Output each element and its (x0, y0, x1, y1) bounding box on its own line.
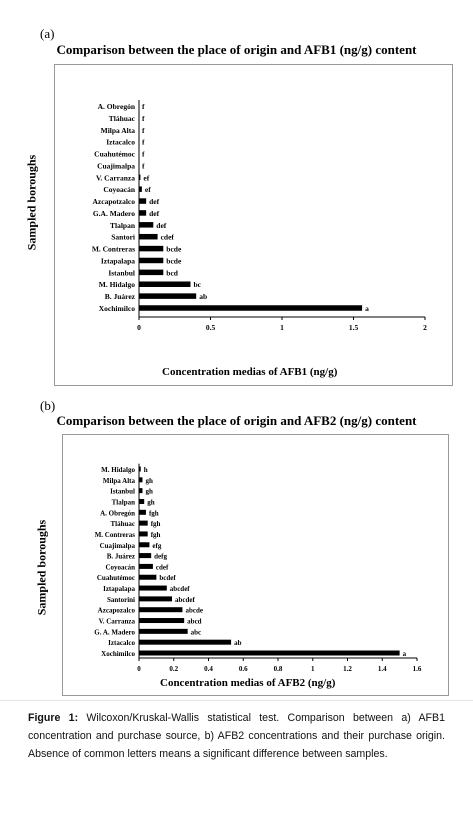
significance-letter: gh (145, 476, 153, 485)
x-tick-label: 1.2 (343, 665, 352, 673)
bar (139, 607, 182, 612)
category-label: M. Hidalgo (101, 466, 135, 474)
chart-a-frame (54, 64, 453, 386)
category-label: Cuahutémoc (94, 149, 135, 159)
chart-a-xlabel: Concentration medias of AFB1 (ng/g) (162, 366, 338, 378)
chart-b-title: Comparison between the place of origin and AFB2 (ng/g) content (56, 413, 417, 428)
significance-letter: def (156, 220, 167, 230)
bar (139, 542, 149, 547)
significance-letter: abcde (185, 606, 203, 615)
chart-a-svg (55, 65, 452, 385)
category-label: M. Hidalgo (98, 280, 135, 290)
category-label: Tláhuac (110, 520, 135, 529)
caption-text: Wilcoxon/Kruskal-Wallis statistical test. Comparison between a) AFB1 concentration and purchase source, b) AFB2 concentrations and their purchase origin. Absence of common letters means a significant difference between samples. (28, 712, 445, 760)
bar (139, 305, 362, 311)
x-tick-label: 2 (423, 323, 427, 332)
chart-a-title: Comparison between the place of origin and AFB1 (ng/g) content (56, 42, 417, 57)
x-tick-label: 1.6 (412, 665, 422, 673)
significance-letter: fgh (150, 530, 161, 539)
significance-letter: a (402, 650, 407, 658)
significance-letter: f (142, 113, 145, 123)
significance-letter: efg (152, 541, 162, 550)
category-label: A. Obregón (100, 509, 135, 518)
significance-letter: cdef (155, 563, 169, 572)
bar (139, 531, 148, 536)
bar (139, 222, 153, 228)
category-label: V. Carranza (98, 617, 135, 626)
x-tick-label: 0.8 (273, 665, 283, 673)
significance-letter: fgh (148, 509, 159, 518)
x-tick-label: 0.4 (204, 665, 213, 673)
x-tick-label: 1 (311, 665, 315, 673)
category-label: M. Contreras (94, 530, 135, 539)
bar (139, 186, 142, 192)
category-label: B. Juárez (104, 292, 135, 302)
category-label: Santori (111, 232, 135, 242)
bar (139, 618, 184, 623)
category-label: Azcapotzalco (92, 197, 135, 207)
significance-letter: f (142, 125, 145, 135)
category-label: Coyoacán (105, 563, 135, 572)
category-label: M. Contreras (91, 244, 135, 254)
chart-b-ylabel: Sampled boroughs (34, 519, 49, 616)
category-label: Cuahutémoc (96, 574, 135, 583)
bar (139, 467, 141, 472)
significance-letter: abcd (187, 617, 202, 626)
category-label: Milpa Alta (100, 125, 135, 135)
panel-a-label: (a) (40, 26, 55, 41)
significance-letter: ab (234, 639, 242, 648)
bar (139, 510, 146, 515)
chart-b-svg (63, 435, 448, 695)
bar (139, 499, 144, 504)
panel-b-label: (b) (40, 398, 56, 413)
x-tick-label: 1.5 (348, 323, 359, 332)
bar (139, 198, 146, 204)
bar (139, 293, 196, 299)
bar (139, 210, 146, 216)
bar (139, 586, 167, 591)
category-label: A. Obregón (97, 102, 135, 111)
bar (139, 651, 400, 656)
category-label: Tlalpan (111, 498, 135, 507)
significance-letter: abc (190, 628, 202, 637)
category-label: G. A. Madero (94, 628, 135, 637)
significance-letter: f (142, 102, 145, 111)
significance-letter: bcd (166, 268, 178, 278)
significance-letter: gh (145, 487, 153, 496)
bar (139, 629, 188, 634)
significance-letter: bcdef (159, 574, 176, 583)
x-tick-label: 0 (137, 323, 141, 332)
bar (139, 234, 158, 240)
bar (139, 575, 156, 580)
category-label: Iztapalapa (100, 256, 135, 266)
caption-label: Figure 1: (28, 712, 79, 724)
significance-letter: bc (193, 280, 201, 290)
category-label: Milpa Alta (102, 476, 135, 485)
significance-letter: ef (143, 173, 150, 183)
figure-caption (0, 700, 473, 827)
x-tick-label: 0.5 (205, 323, 216, 332)
category-label: Xochimilco (98, 304, 135, 313)
significance-letter: gh (147, 498, 155, 507)
category-label: Santorini (106, 595, 135, 604)
x-tick-label: 0.6 (238, 665, 248, 673)
significance-letter: a (365, 304, 369, 313)
bar (139, 258, 163, 264)
category-label: Cuajimalpa (99, 541, 135, 550)
chart-b-frame (62, 434, 449, 696)
significance-letter: h (143, 466, 148, 474)
significance-letter: def (149, 208, 160, 218)
category-label: Iztacalco (108, 639, 135, 648)
x-tick-label: 1.4 (377, 665, 387, 673)
category-label: Iztapalapa (103, 585, 135, 594)
significance-letter: bcde (166, 256, 182, 266)
category-label: Cuajimalpa (97, 161, 135, 171)
bar (139, 477, 142, 482)
x-tick-label: 0 (137, 665, 141, 673)
bar (139, 564, 153, 569)
category-label: Istanbul (110, 487, 135, 496)
chart-b-xlabel: Concentration medias of AFB2 (ng/g) (160, 677, 336, 689)
significance-letter: ef (144, 185, 151, 195)
category-label: G.A. Madero (92, 208, 135, 218)
category-label: Iztacalco (106, 137, 135, 147)
significance-letter: f (142, 137, 145, 147)
significance-letter: f (142, 149, 145, 159)
significance-letter: fgh (150, 520, 161, 529)
significance-letter: def (149, 197, 160, 207)
chart-a-ylabel: Sampled boroughs (24, 154, 39, 251)
x-tick-label: 0.2 (169, 665, 179, 673)
significance-letter: ab (199, 292, 208, 302)
category-label: V. Carranza (95, 173, 135, 183)
bar (139, 175, 140, 181)
significance-letter: abcdef (169, 585, 190, 594)
bar (139, 488, 142, 493)
bar (139, 553, 151, 558)
category-label: Azcapozalco (97, 606, 135, 615)
significance-letter: cdef (160, 232, 174, 242)
bar (139, 270, 163, 276)
category-label: Coyoacán (103, 185, 135, 195)
category-label: B. Juárez (106, 552, 135, 561)
category-label: Istanbul (108, 268, 135, 278)
x-tick-label: 1 (280, 323, 284, 332)
bar (139, 281, 190, 287)
significance-letter: defg (154, 552, 168, 561)
significance-letter: bcde (166, 244, 182, 254)
category-label: Tláhuac (108, 113, 135, 123)
bar (139, 596, 172, 601)
bar (139, 640, 231, 645)
category-label: Tlalpan (109, 220, 135, 230)
category-label: Xochimilco (101, 650, 135, 658)
bar (139, 521, 148, 526)
bar (139, 246, 163, 252)
significance-letter: abcdef (175, 595, 195, 604)
significance-letter: f (142, 161, 145, 171)
